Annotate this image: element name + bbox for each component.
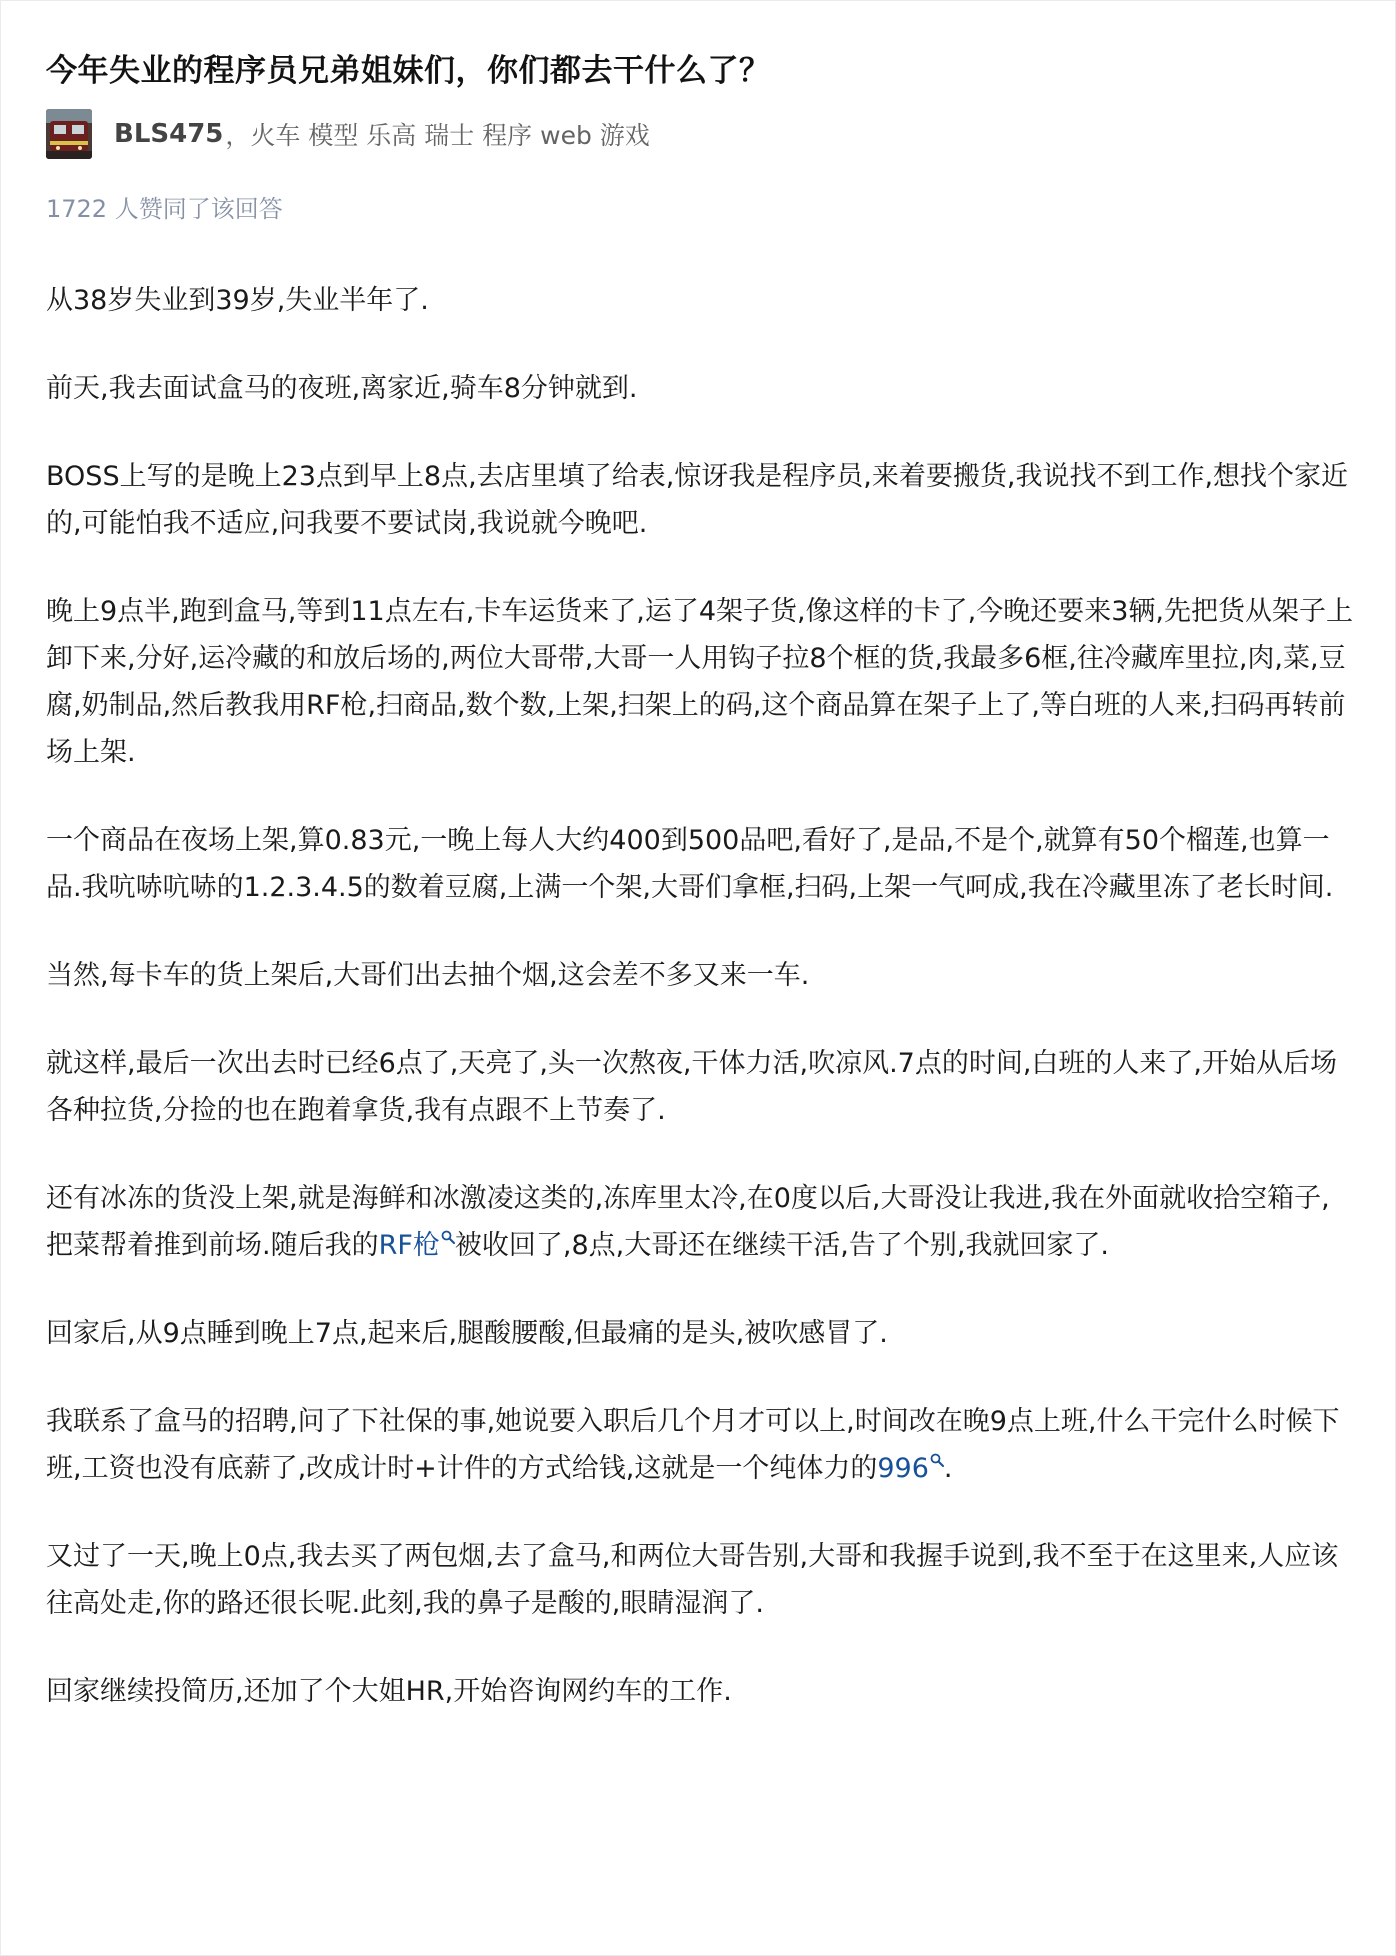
paragraph: 回家后,从9点睡到晚上7点,起来后,腿酸腰酸,但最痛的是头,被吹感冒了. [46,1318,888,1349]
avatar[interactable] [46,109,92,159]
paragraph-text: 被收回了,8点,大哥还在继续干活,告了个别,我就回家了. [454,1230,1109,1261]
author-name[interactable]: BLS475 [114,119,224,149]
search-icon[interactable] [930,1453,944,1467]
paragraph [46,1175,1356,1269]
paragraph: 回家继续投简历,还加了个大姐HR,开始咨询网约车的工作. [46,1676,732,1707]
keyword-link-996[interactable] [877,1453,944,1484]
paragraph [46,1398,1356,1492]
vote-count: 1722 人赞同了该回答 [46,195,283,223]
paragraph: 从38岁失业到39岁,失业半年了. [46,285,429,316]
paragraph: 前天,我去面试盒马的夜班,离家近,骑车8分钟就到. [46,373,638,404]
paragraph-text: . [943,1453,953,1484]
paragraph-text: 还有冰冻的货没上架,就是海鲜和冰激凌这类的,冻库里太冷,在0度以后,大哥没让我进,我在外面就收拾空箱子,把菜帮着推到前场.随后我的 [46,1183,1330,1261]
paragraph-text: 我联系了盒马的招聘,问了下社保的事,她说要入职后几个月才可以上,时间改在晚9点上班,什么干完什么时候下班,工资也没有底薪了,改成计时+计件的方式给钱,这就是一个纯体力的 [46,1406,1340,1484]
paragraph: 当然,每卡车的货上架后,大哥们出去抽个烟,这会差不多又来一车. [46,960,810,991]
paragraph: 又过了一天,晚上0点,我去买了两包烟,去了盒马,和两位大哥告别,大哥和我握手说到,我不至于在这里来,人应该往高处走,你的路还很长呢.此刻,我的鼻子是酸的,眼睛湿润了. [46,1541,1339,1619]
author-info [46,109,650,159]
paragraph: BOSS上写的是晚上23点到早上8点,去店里填了给表,惊讶我是程序员,来着要搬货,我说找不到工作,想找个家近的,可能怕我不适应,问我要不要试岗,我说就今晚吧. [46,461,1349,539]
train-photo-avatar-icon [46,109,92,159]
keyword-link-rf-gun[interactable] [379,1230,455,1261]
keyword-link-text[interactable]: 996 [877,1453,929,1484]
paragraph: 一个商品在夜场上架,算0.83元,一晚上每人大约400到500品吧,看好了,是品,不是个,就算有50个榴莲,也算一品.我吭哧吭哧的1.2.3.4.5的数着豆腐,上满一个架,大哥们拿框,扫码,上架一气呵成,我在冷藏里冻了老长时间. [46,825,1334,903]
search-icon[interactable] [441,1230,455,1244]
paragraph: 晚上9点半,跑到盒马,等到11点左右,卡车运货来了,运了4架子货,像这样的卡了,今晚还要来3辆,先把货从架子上卸下来,分好,运冷藏的和放后场的,两位大哥带,大哥一人用钩子拉8个框的货,我最多6框,往冷藏库里拉,肉,菜,豆腐,奶制品,然后教我用RF枪,扫商品,数个数,上架,扫架上的码,这个商品算在架子上了,等白班的人来,扫码再转前场上架. [46,596,1353,768]
answer-content [46,277,1356,1715]
author-headline: ，火车 模型 乐高 瑞士 程序 web 游戏 [225,121,650,150]
paragraph: 就这样,最后一次出去时已经6点了,天亮了,头一次熬夜,干体力活,吹凉风.7点的时间,白班的人来了,开始从后场各种拉货,分捡的也在跑着拿货,我有点跟不上节奏了. [46,1048,1338,1126]
question-title[interactable]: 今年失业的程序员兄弟姐妹们，你们都去干什么了？ [46,53,771,89]
keyword-link-text[interactable]: RF枪 [378,1230,440,1261]
